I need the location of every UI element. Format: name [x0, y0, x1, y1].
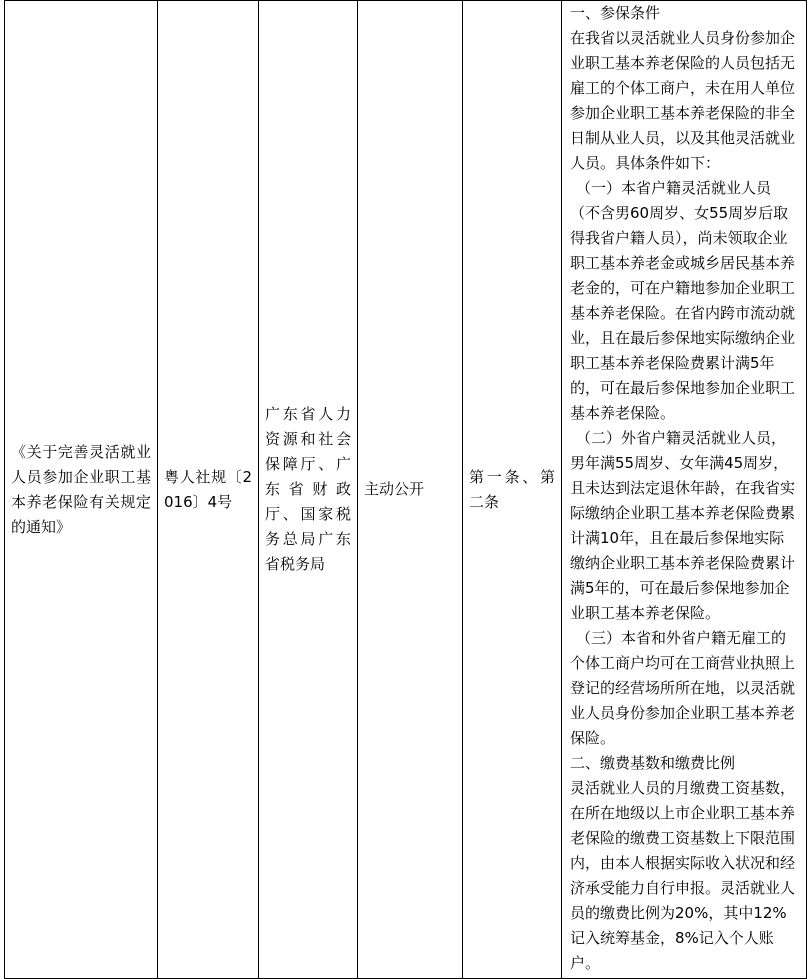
document-number-cell: 粤人社规〔2016〕4号: [158, 1, 259, 979]
section1-item1: （一）本省户籍灵活就业人员（不含男60周岁、女55周岁后取得我省户籍人员），尚未领取企业职工基本养老金或城乡居民基本养老金的，可在户籍地参加企业职工基本养老保险。在省内跨市流动就业，且在最后参保地实际缴纳企业职工基本养老保险费累计满5年的，可在最后参保地参加企业职工基本养老保险。: [570, 179, 796, 422]
policy-table: [4, 0, 807, 979]
disclosure-type-cell: 主动公开: [358, 1, 463, 979]
issuing-departments-cell: 广东省人力资源和社会保障厅、广东省财政厅、国家税务总局广东省税务局: [259, 1, 358, 979]
section1-item3: （三）本省和外省户籍无雇工的个体工商户均可在工商营业执照上登记的经营场所所在地，以灵活就业人员身份参加企业职工基本养老保险。: [570, 629, 796, 747]
section1-intro: 在我省以灵活就业人员身份参加企业职工基本养老保险的人员包括无雇工的个体工商户，未在用人单位参加企业职工基本养老保险的非全日制从业人员，以及其他灵活就业人员。具体条件如下：: [570, 29, 796, 172]
section2-heading: 二、缴费基数和缴费比例: [570, 754, 736, 772]
section1-heading: 一、参保条件: [570, 4, 661, 22]
table-row: [5, 1, 807, 979]
section1-item2: （二）外省户籍灵活就业人员，男年满55周岁、女年满45周岁，且未达到法定退休年龄，在我省实际缴纳企业职工基本养老保险费累计满10年，且在最后参保地实际缴纳企业职工基本养老保险费累计满5年的，可在最后参保地参加企业职工基本养老保险。: [570, 429, 796, 622]
document-title-cell: 《关于完善灵活就业人员参加企业职工基本养老保险有关规定的通知》: [5, 1, 158, 979]
section2-body: 灵活就业人员的月缴费工资基数，在所在地级以上市企业职工基本养老保险的缴费工资基数上下限范围内，由本人根据实际收入状况和经济承受能力自行申报。灵活就业人员的缴费比例为20%，其中12%记入统筹基金，8%记入个人账户。: [570, 779, 796, 972]
content-cell: [562, 1, 807, 979]
clauses-cell: 第一条、第二条: [463, 1, 562, 979]
